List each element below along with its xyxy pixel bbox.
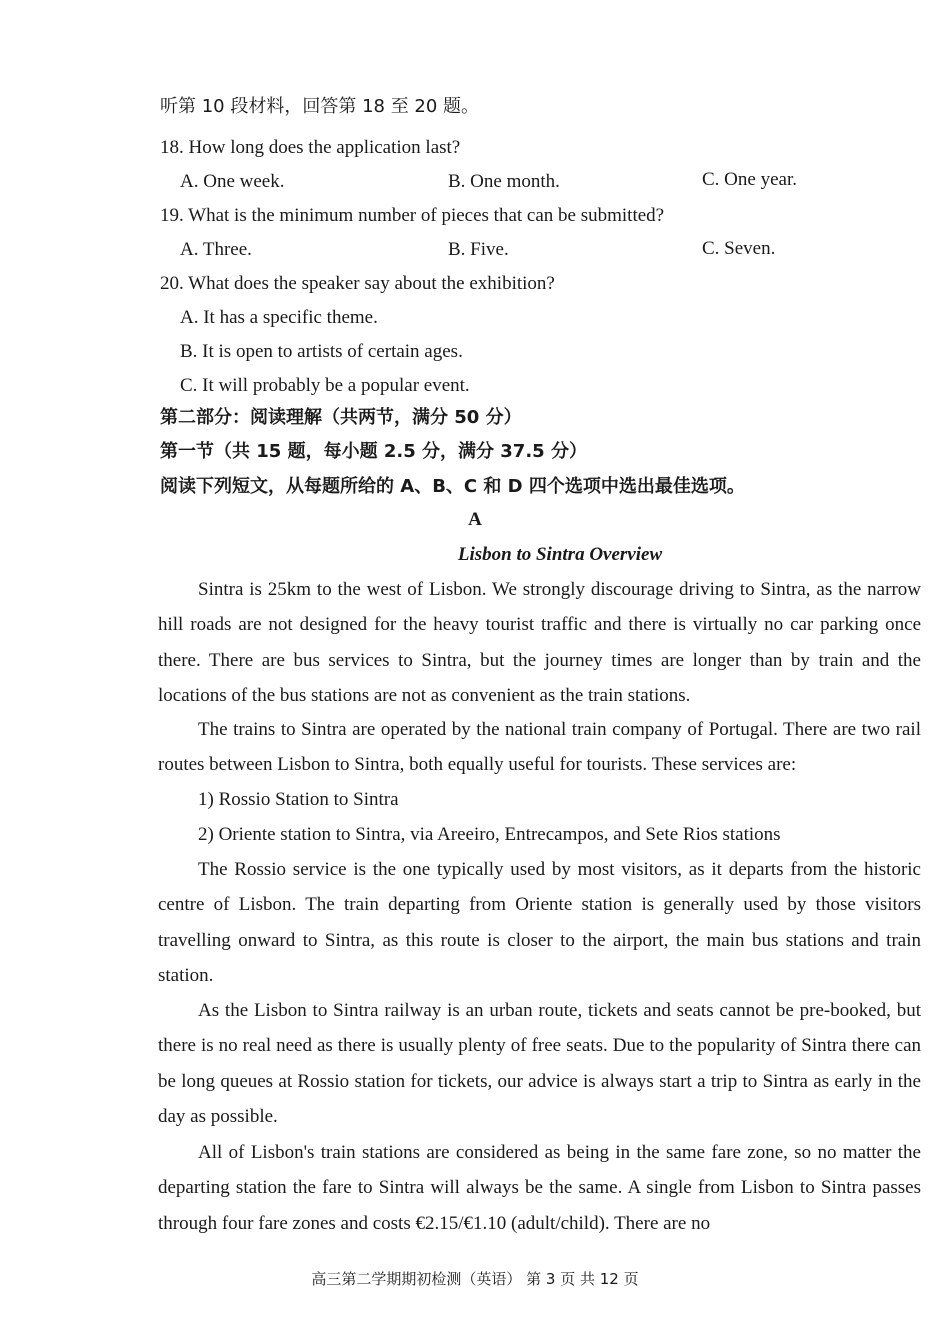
reading-section-title: 第一节（共 15 题，每小题 2.5 分，满分 37.5 分） bbox=[160, 441, 587, 462]
paragraph-5: All of Lisbon's train stations are considered as being in the same fare zone, so no matter the departing station the fare to Sintra will always be the same. A single from Lisbon to Sintra passes through four fare zones and costs €2.15/€1.10 (adult/child). There are no bbox=[158, 1142, 921, 1234]
route-1: 1) Rossio Station to Sintra bbox=[198, 789, 399, 810]
option-18b: B. One month. bbox=[448, 171, 560, 192]
passage-letter: A bbox=[468, 509, 482, 530]
paragraph-2: The trains to Sintra are operated by the national train company of Portugal. There are two rail routes between Lisbon to Sintra, both equally useful for tourists. These services are: bbox=[158, 719, 921, 776]
option-19a: A. Three. bbox=[180, 239, 252, 260]
option-19c: C. Seven. bbox=[702, 238, 776, 259]
question-20: 20. What does the speaker say about the exhibition? bbox=[160, 273, 555, 294]
option-18c: C. One year. bbox=[702, 169, 797, 190]
question-18: 18. How long does the application last? bbox=[160, 137, 461, 158]
option-18a: A. One week. bbox=[180, 171, 285, 192]
passage-title: Lisbon to Sintra Overview bbox=[457, 544, 663, 565]
option-19b: B. Five. bbox=[448, 239, 509, 260]
option-20c: C. It will probably be a popular event. bbox=[180, 375, 470, 396]
listening-instruction: 听第 10 段材料，回答第 18 至 20 题。 bbox=[160, 96, 480, 117]
paragraph-3: The Rossio service is the one typically used by most visitors, as it departs from the historic centre of Lisbon. The train departing from Oriente station is generally used by those visitors travelling onward to Sintra, as this route is closer to the airport, the main bus stations and train station. bbox=[158, 859, 921, 986]
option-20b: B. It is open to artists of certain ages. bbox=[180, 341, 463, 362]
page-footer: 高三第二学期期初检测（英语） 第 3 页 共 12 页 bbox=[311, 1270, 639, 1288]
question-19: 19. What is the minimum number of pieces that can be submitted? bbox=[160, 205, 665, 226]
reading-part-title: 第二部分：阅读理解（共两节，满分 50 分） bbox=[160, 407, 522, 428]
paragraph-4: As the Lisbon to Sintra railway is an urban route, tickets and seats cannot be pre-booked, but there is no real need as there is usually plenty of free seats. Due to the popularity of Sintra there can be long queues at Rossio station for tickets, our advice is always start a trip to Sintra as early in the day as possible. bbox=[158, 1000, 921, 1127]
paragraph-1: Sintra is 25km to the west of Lisbon. We strongly discourage driving to Sintra, as the narrow hill roads are not designed for the heavy tourist traffic and there is virtually no car parking once there. There are bus services to Sintra, but the journey times are longer than by train and the locations of the bus stations are not as convenient as the train stations. bbox=[158, 579, 921, 706]
option-20a: A. It has a specific theme. bbox=[180, 307, 378, 328]
route-2: 2) Oriente station to Sintra, via Areeiro, Entrecampos, and Sete Rios stations bbox=[198, 824, 781, 845]
reading-instruction: 阅读下列短文，从每题所给的 A、B、C 和 D 四个选项中选出最佳选项。 bbox=[160, 476, 745, 497]
